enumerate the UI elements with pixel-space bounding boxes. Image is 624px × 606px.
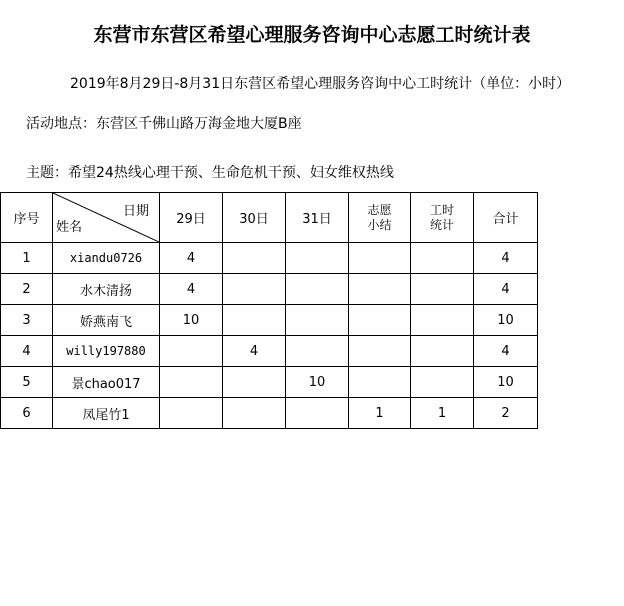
cell-day-30	[223, 243, 286, 274]
cell-seq: 5	[1, 367, 53, 398]
cell-hours	[411, 274, 474, 305]
cell-summary	[349, 336, 411, 367]
cell-day-30	[223, 305, 286, 336]
hours-table	[0, 192, 538, 429]
cell-summary	[349, 367, 411, 398]
cell-name: 景chao017	[53, 367, 160, 398]
cell-total: 10	[474, 305, 538, 336]
header-summary	[349, 193, 411, 243]
table-row	[1, 243, 538, 274]
cell-summary	[349, 274, 411, 305]
header-summary-line1: 志愿	[367, 202, 392, 217]
cell-summary	[349, 305, 411, 336]
subtitle: 2019年8月29日-8月31日东营区希望心理服务咨询中心工时统计（单位：小时）	[70, 76, 571, 92]
table-row	[1, 367, 538, 398]
activity-topic: 主题：希望24热线心理干预、生命危机干预、妇女维权热线	[26, 165, 394, 181]
cell-summary: 1	[349, 398, 411, 429]
header-date-name	[53, 193, 160, 243]
cell-seq: 2	[1, 274, 53, 305]
cell-day-29	[160, 336, 223, 367]
header-hours-line1: 工时	[429, 202, 454, 217]
cell-summary	[349, 243, 411, 274]
cell-seq: 1	[1, 243, 53, 274]
page-title: 东营市东营区希望心理服务咨询中心志愿工时统计表	[93, 24, 531, 46]
header-day-31: 31日	[286, 193, 349, 243]
cell-seq: 6	[1, 398, 53, 429]
cell-name: 凤尾竹1	[53, 398, 160, 429]
cell-name: 娇燕南飞	[53, 305, 160, 336]
cell-day-30	[223, 398, 286, 429]
header-seq: 序号	[1, 193, 53, 243]
cell-day-31	[286, 336, 349, 367]
table-row	[1, 305, 538, 336]
header-day-29: 29日	[160, 193, 223, 243]
cell-name: willy197880	[53, 336, 160, 367]
cell-hours	[411, 243, 474, 274]
cell-day-29: 10	[160, 305, 223, 336]
header-name: 姓名	[56, 220, 83, 235]
cell-total: 2	[474, 398, 538, 429]
cell-total: 10	[474, 367, 538, 398]
header-hours	[411, 193, 474, 243]
table-row	[1, 398, 538, 429]
cell-hours	[411, 336, 474, 367]
cell-seq: 3	[1, 305, 53, 336]
header-total: 合计	[474, 193, 538, 243]
cell-day-30: 4	[223, 336, 286, 367]
table-row	[1, 336, 538, 367]
activity-location: 活动地点：东营区千佛山路万海金地大厦B座	[26, 116, 302, 132]
cell-day-29: 4	[160, 274, 223, 305]
cell-day-31	[286, 398, 349, 429]
table-header-row	[1, 193, 538, 243]
table-row	[1, 274, 538, 305]
header-date: 日期	[122, 204, 149, 219]
cell-day-31	[286, 274, 349, 305]
cell-name: xiandu0726	[53, 243, 160, 274]
cell-seq: 4	[1, 336, 53, 367]
cell-day-31: 10	[286, 367, 349, 398]
header-day-30: 30日	[223, 193, 286, 243]
cell-total: 4	[474, 274, 538, 305]
header-hours-line2: 统计	[429, 217, 454, 232]
header-summary-line2: 小结	[367, 217, 392, 232]
cell-day-30	[223, 274, 286, 305]
cell-day-31	[286, 243, 349, 274]
cell-name: 水木清扬	[53, 274, 160, 305]
cell-day-31	[286, 305, 349, 336]
cell-total: 4	[474, 336, 538, 367]
cell-total: 4	[474, 243, 538, 274]
cell-day-29	[160, 367, 223, 398]
cell-hours: 1	[411, 398, 474, 429]
cell-hours	[411, 305, 474, 336]
cell-day-29	[160, 398, 223, 429]
cell-hours	[411, 367, 474, 398]
cell-day-30	[223, 367, 286, 398]
cell-day-29: 4	[160, 243, 223, 274]
